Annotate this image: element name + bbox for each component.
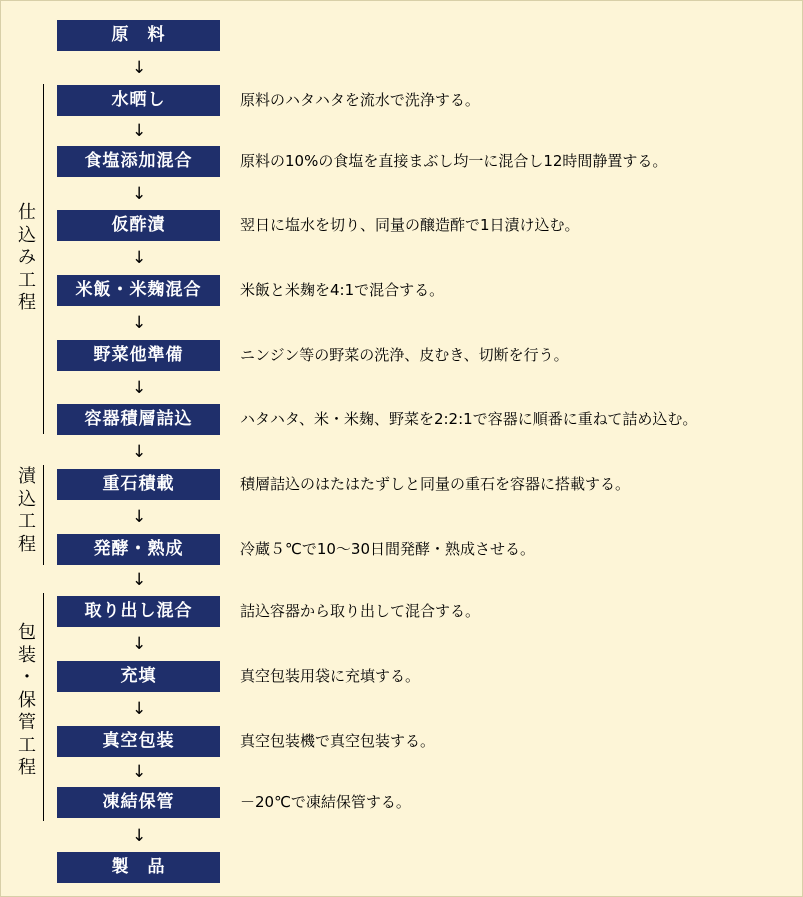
step-box-filling: 充填 — [57, 661, 220, 692]
step-box-product: 製 品 — [57, 852, 220, 883]
phase-char: 込 — [18, 488, 36, 510]
step-description: 詰込容器から取り出して混合する。 — [240, 602, 481, 620]
phase-label-pickling — [16, 466, 38, 556]
phase-bracket-pickling — [43, 465, 44, 565]
phase-bracket-packaging — [43, 593, 44, 821]
step-box-vegetable-prep: 野菜他準備 — [57, 340, 220, 371]
flow-arrow-icon: ↓ — [132, 248, 147, 268]
flow-arrow-icon: ↓ — [132, 570, 147, 590]
step-description: ハタハタ、米・米麹、野菜を2:2:1で容器に順番に重ねて詰め込む。 — [240, 410, 698, 428]
phase-char: 保 — [18, 689, 36, 711]
step-box-water-rinse: 水晒し — [57, 85, 220, 116]
step-description: 積層詰込のはたはたずしと同量の重石を容器に搭載する。 — [240, 475, 631, 493]
phase-char: 仕 — [18, 202, 36, 223]
flow-arrow-icon: ↓ — [132, 184, 147, 204]
phase-char: 程 — [18, 292, 36, 313]
flow-arrow-icon: ↓ — [132, 58, 147, 78]
flow-arrow-icon: ↓ — [132, 507, 147, 527]
step-description: ニンジン等の野菜の洗浄、皮むき、切断を行う。 — [240, 346, 569, 364]
flow-arrow-icon: ↓ — [132, 378, 147, 398]
step-box-rice-koji-mix: 米飯・米麹混合 — [57, 275, 220, 306]
phase-char: 装 — [18, 644, 36, 666]
step-description: 原料の10%の食塩を直接まぶし均一に混合し12時間静置する。 — [240, 152, 668, 170]
flow-arrow-icon: ↓ — [132, 634, 147, 654]
phase-bracket-preparation — [43, 84, 44, 434]
step-box-frozen-storage: 凍結保管 — [57, 787, 220, 818]
phase-char: み — [18, 247, 36, 268]
phase-char: ・ — [18, 667, 36, 688]
step-description: 米飯と米麹を4:1で混合する。 — [240, 281, 445, 299]
step-description: 冷蔵５℃で10～30日間発酵・熟成させる。 — [240, 540, 536, 558]
step-description: 真空包装用袋に充填する。 — [240, 667, 421, 685]
phase-char: 管 — [18, 712, 36, 733]
phase-label-packaging — [16, 622, 38, 780]
step-description: 翌日に塩水を切り、同量の醸造酢で1日漬け込む。 — [240, 216, 580, 234]
phase-char: 込 — [18, 224, 36, 246]
phase-char: 工 — [18, 511, 36, 532]
step-box-vacuum-pack: 真空包装 — [57, 726, 220, 757]
flow-arrow-icon: ↓ — [132, 762, 147, 782]
step-box-raw-material: 原 料 — [57, 20, 220, 51]
phase-char: 漬 — [18, 466, 36, 487]
step-box-remove-mix: 取り出し混合 — [57, 596, 220, 627]
step-box-vinegar-pickle: 仮酢漬 — [57, 210, 220, 241]
phase-char: 工 — [18, 269, 36, 291]
flow-arrow-icon: ↓ — [132, 442, 147, 462]
flow-arrow-icon: ↓ — [132, 121, 147, 141]
flow-arrow-icon: ↓ — [132, 699, 147, 719]
step-box-weight-loading: 重石積載 — [57, 469, 220, 500]
step-box-salt-mix: 食塩添加混合 — [57, 146, 220, 177]
phase-char: 工 — [18, 734, 36, 756]
step-box-fermentation: 発酵・熟成 — [57, 534, 220, 565]
phase-char: 程 — [18, 757, 36, 778]
step-description: 真空包装機で真空包装する。 — [240, 732, 436, 750]
step-box-container-layering: 容器積層詰込 — [57, 404, 220, 435]
phase-char: 程 — [18, 533, 36, 555]
flow-arrow-icon: ↓ — [132, 826, 147, 846]
step-description: 原料のハタハタを流水で洗浄する。 — [240, 91, 480, 109]
phase-label-preparation — [16, 202, 38, 315]
flow-arrow-icon: ↓ — [132, 313, 147, 333]
phase-char: 包 — [18, 622, 36, 643]
step-description: －20℃で凍結保管する。 — [240, 793, 411, 811]
